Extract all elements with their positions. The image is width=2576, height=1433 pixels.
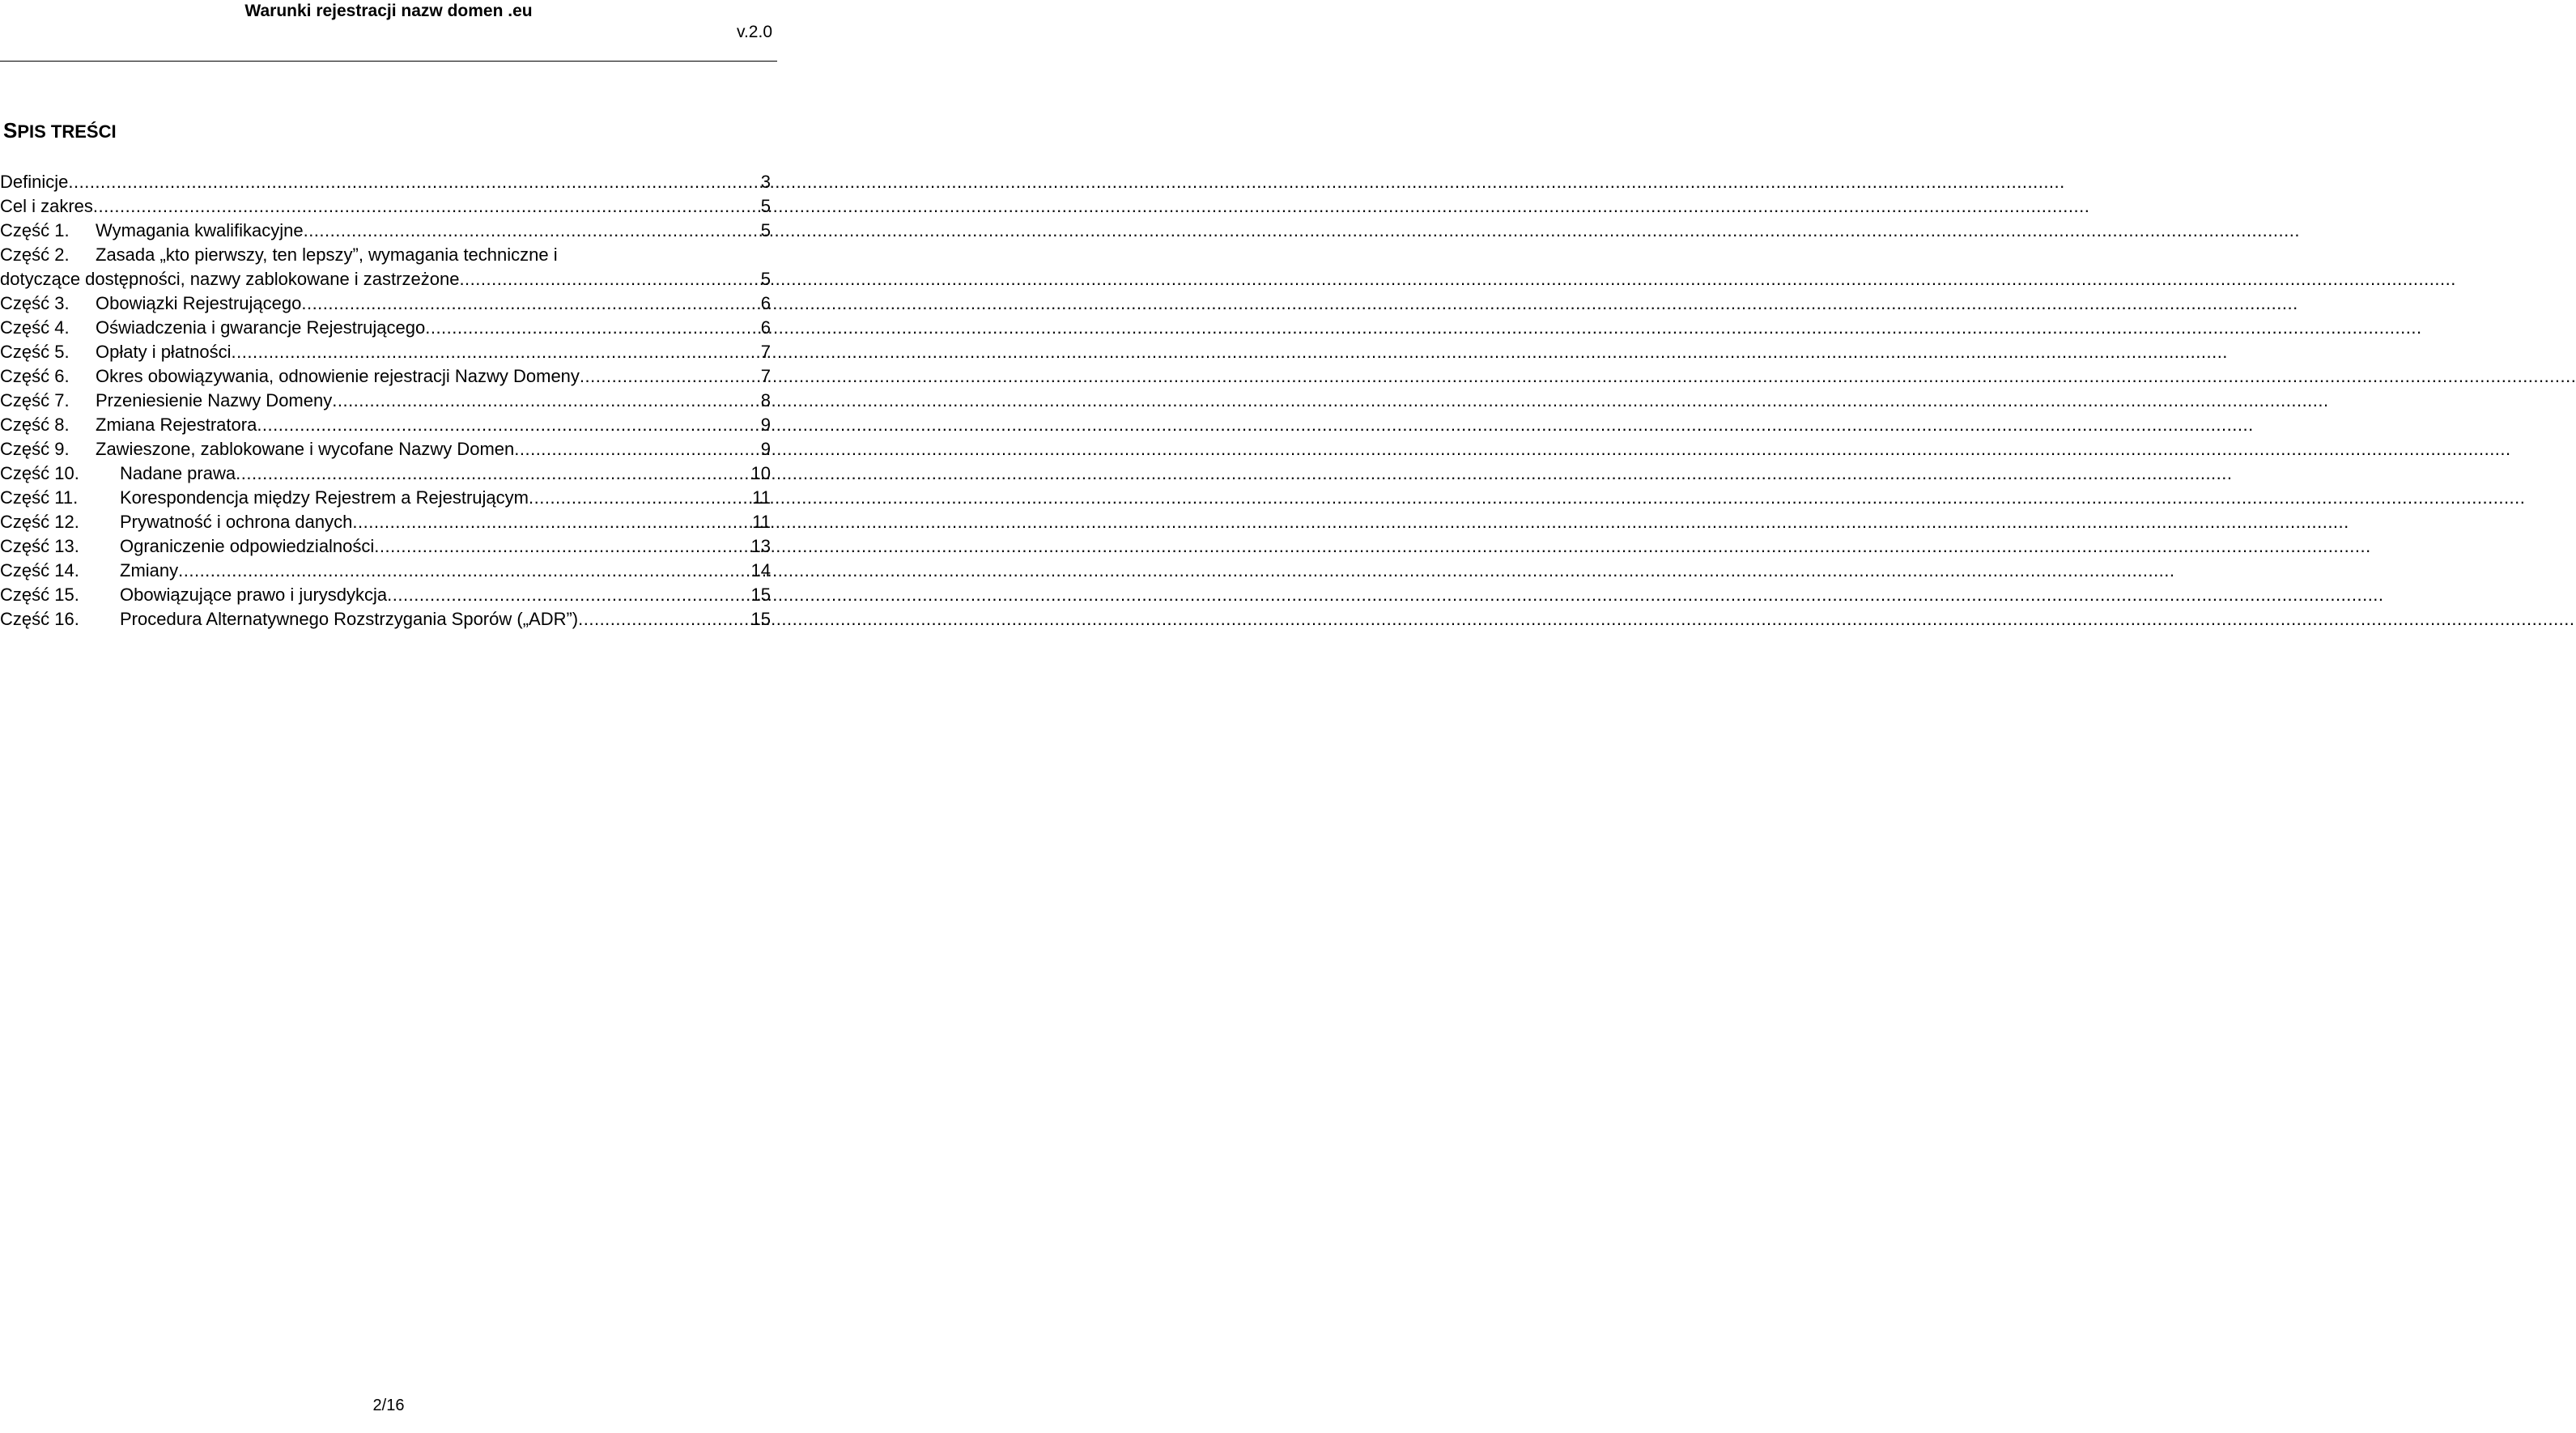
toc-leader xyxy=(578,607,750,631)
page-number: 2/16 xyxy=(372,1397,405,1414)
toc-leader xyxy=(178,559,750,583)
toc-entry-czesc-12[interactable] xyxy=(0,510,771,534)
toc-entry-title: Ograniczenie odpowiedzialności xyxy=(120,536,375,556)
toc-entry-czesc-14[interactable] xyxy=(0,559,771,583)
toc-entry-page: 10 xyxy=(750,463,771,483)
toc-leader xyxy=(304,219,761,243)
toc-leader xyxy=(352,510,752,534)
toc-entry-number: Część 6. xyxy=(0,366,70,386)
toc-entry-page: 9 xyxy=(760,415,771,435)
toc-entry-number: Część 7. xyxy=(0,390,70,410)
toc-entry-czesc-2[interactable] xyxy=(0,243,771,267)
toc-entry-czesc-16[interactable] xyxy=(0,607,771,631)
toc-entry-title: Definicje xyxy=(0,172,69,192)
toc-entry-page: 6 xyxy=(760,317,771,338)
toc-entry-title: Zawieszone, zablokowane i wycofane Nazwy Domen xyxy=(96,439,515,459)
toc-entry-number: Część 9. xyxy=(0,439,70,459)
toc-leader xyxy=(257,413,760,437)
toc-entry-czesc-13[interactable] xyxy=(0,534,771,559)
toc-entry-number: Część 14. xyxy=(0,560,79,580)
toc-entry-title: Prywatność i ochrona danych xyxy=(120,512,353,532)
toc-entry-title: Cel i zakres xyxy=(0,196,93,216)
toc-heading xyxy=(3,118,117,143)
toc-entry-czesc-11[interactable] xyxy=(0,486,771,510)
toc-entry-title: Obowiązki Rejestrującego xyxy=(96,293,302,313)
toc-entry-title-continued: dotyczące dostępności, nazwy zablokowane i zastrzeżone xyxy=(0,269,460,289)
toc-entry-title: Nadane prawa xyxy=(120,463,236,483)
toc-entry-czesc-8[interactable] xyxy=(0,413,771,437)
toc-entry-number: Część 2. xyxy=(0,245,70,265)
toc-heading-rest: PIS TREŚCI xyxy=(17,121,117,142)
toc-entry-cel-i-zakres[interactable] xyxy=(0,194,771,219)
document-title: Warunki rejestracji nazw domen .eu xyxy=(244,2,533,20)
toc-leader xyxy=(387,583,750,607)
toc-leader xyxy=(68,170,760,194)
document-version: v.2.0 xyxy=(737,23,772,41)
toc-entry-number: Część 10. xyxy=(0,463,79,483)
toc-entry-page: 9 xyxy=(760,439,771,459)
toc-entry-title: Procedura Alternatywnego Rozstrzygania Sporów („ADR”) xyxy=(120,609,579,629)
toc-entry-czesc-2-continued[interactable] xyxy=(0,267,771,291)
toc-entry-title: Obowiązujące prawo i jurysdykcja xyxy=(120,585,388,605)
toc-entry-page: 3 xyxy=(760,172,771,192)
toc-entry-title: Korespondencja między Rejestrem a Rejestrującym xyxy=(120,487,529,508)
toc-entry-czesc-6[interactable] xyxy=(0,364,771,389)
toc-entry-number: Część 8. xyxy=(0,415,70,435)
toc-entry-number: Część 4. xyxy=(0,317,70,338)
toc-entry-page: 8 xyxy=(760,390,771,410)
toc-entry-page: 6 xyxy=(760,293,771,313)
toc-leader xyxy=(529,486,752,510)
toc-entry-title: Zmiany xyxy=(120,560,179,580)
toc-entry-czesc-4[interactable] xyxy=(0,316,771,340)
toc-entry-czesc-7[interactable] xyxy=(0,389,771,413)
toc-entry-czesc-3[interactable] xyxy=(0,291,771,316)
toc-entry-page: 15 xyxy=(750,585,771,605)
toc-leader xyxy=(301,291,760,316)
toc-entry-czesc-1[interactable] xyxy=(0,219,771,243)
toc-entry-title: Okres obowiązywania, odnowienie rejestracji Nazwy Domeny xyxy=(96,366,580,386)
toc-entry-czesc-5[interactable] xyxy=(0,340,771,364)
toc-entry-page: 5 xyxy=(760,269,771,289)
toc-entry-page: 13 xyxy=(750,536,771,556)
toc-entry-page: 11 xyxy=(752,512,771,532)
toc-entry-title: Wymagania kwalifikacyjne xyxy=(96,220,304,240)
toc-entry-czesc-15[interactable] xyxy=(0,583,771,607)
toc-entry-page: 7 xyxy=(760,342,771,362)
toc-entry-number: Część 15. xyxy=(0,585,79,605)
toc-entry-number: Część 12. xyxy=(0,512,79,532)
toc-entry-number: Część 1. xyxy=(0,220,70,240)
toc-leader xyxy=(459,267,760,291)
toc-heading-initial: S xyxy=(3,118,18,142)
toc-entry-title: Przeniesienie Nazwy Domeny xyxy=(96,390,333,410)
toc-leader xyxy=(580,364,761,389)
toc-entry-page: 7 xyxy=(760,366,771,386)
toc-leader xyxy=(232,340,761,364)
toc-entry-title: Oświadczenia i gwarancje Rejestrującego xyxy=(96,317,426,338)
header-divider xyxy=(0,61,777,62)
toc-entry-page: 5 xyxy=(760,196,771,216)
toc-entry-czesc-9[interactable] xyxy=(0,437,771,461)
toc-entry-number: Część 3. xyxy=(0,293,70,313)
toc-leader xyxy=(236,461,750,486)
toc-entry-title: Opłaty i płatności xyxy=(96,342,232,362)
toc-entry-number: Część 5. xyxy=(0,342,70,362)
toc-entry-number: Część 11. xyxy=(0,487,79,508)
toc-leader xyxy=(374,534,750,559)
toc-leader xyxy=(332,389,761,413)
toc-entry-page: 15 xyxy=(750,609,771,629)
toc-entry-czesc-10[interactable] xyxy=(0,461,771,486)
toc-entry-page: 11 xyxy=(752,487,771,508)
toc-entry-definicje[interactable] xyxy=(0,170,771,194)
toc-entry-number: Część 13. xyxy=(0,536,79,556)
toc-entry-number: Część 16. xyxy=(0,609,79,629)
toc-entry-page: 14 xyxy=(750,560,771,580)
toc-leader xyxy=(93,194,761,219)
toc-leader xyxy=(425,316,761,340)
toc-entry-page: 5 xyxy=(760,220,771,240)
toc-entry-title: Zmiana Rejestratora xyxy=(96,415,257,435)
toc-entry-title: Zasada „kto pierwszy, ten lepszy”, wymagania techniczne i xyxy=(96,245,558,265)
toc-leader xyxy=(514,437,761,461)
